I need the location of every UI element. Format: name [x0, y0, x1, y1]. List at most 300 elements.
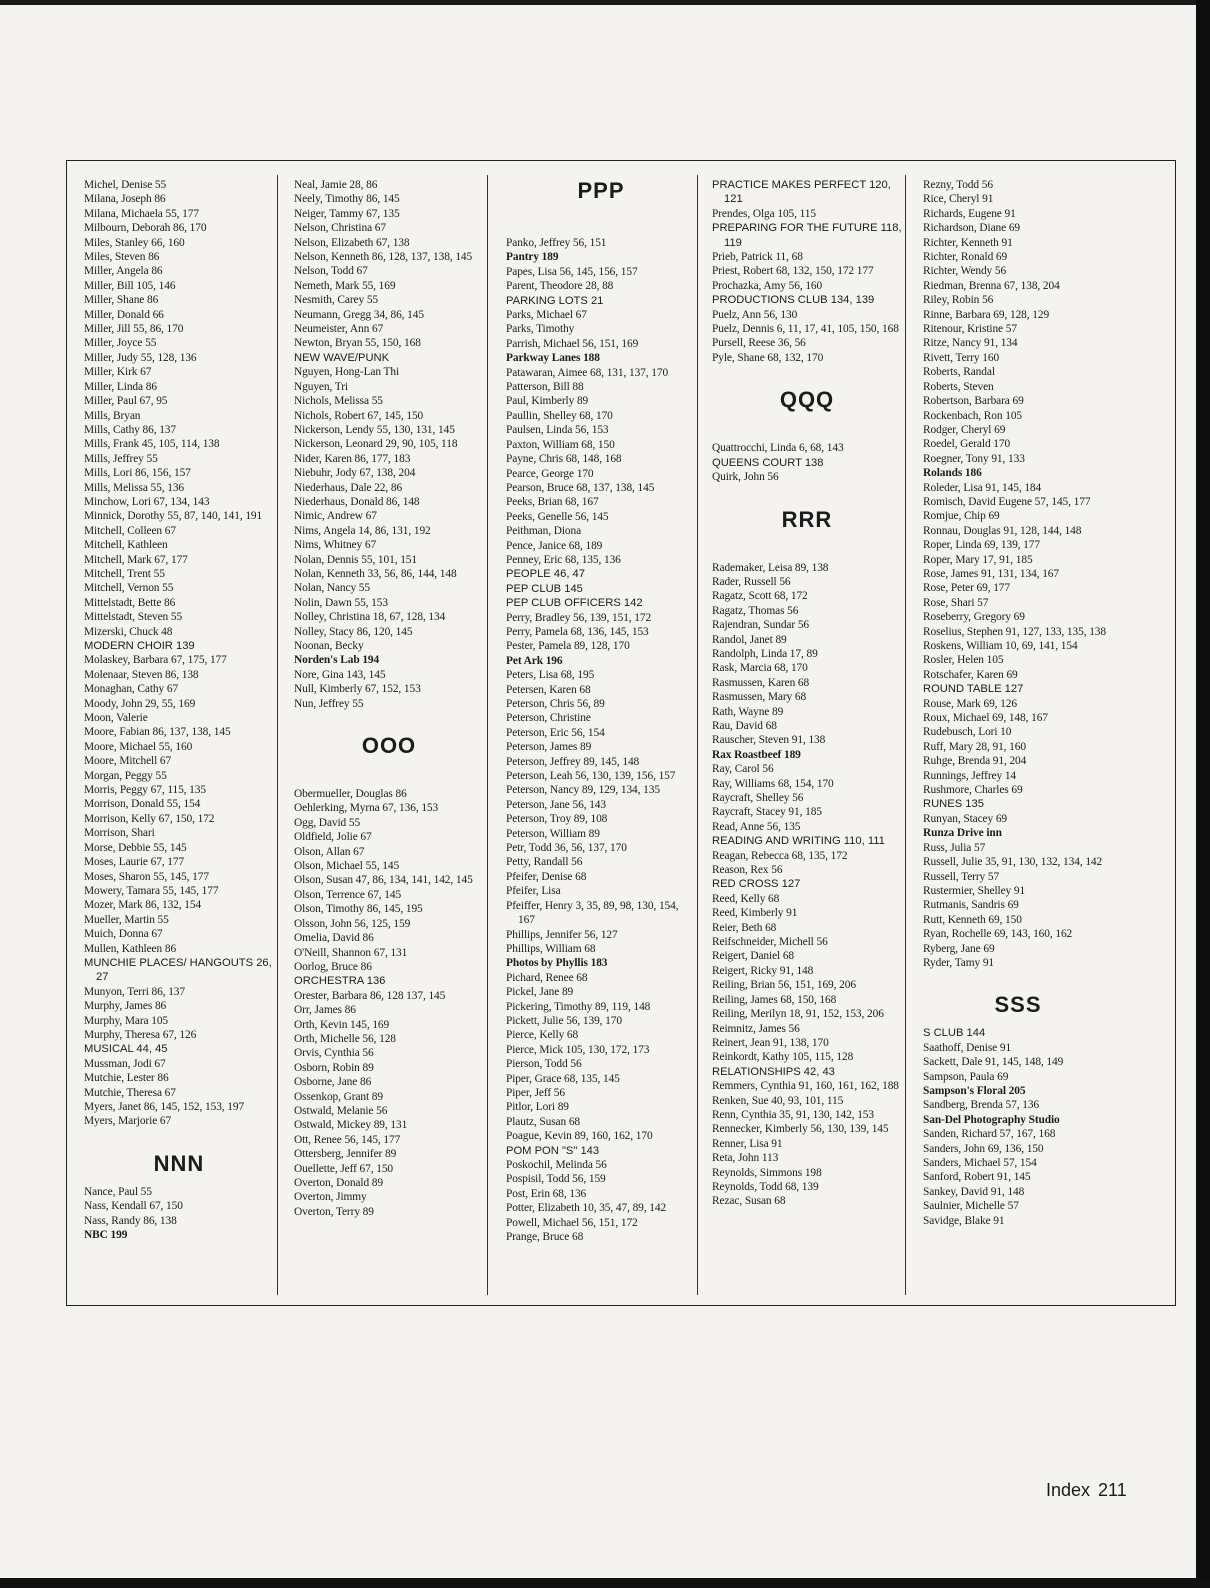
name-entry: Rustermier, Shelley 91: [923, 884, 1026, 897]
name-entry: Payne, Chris 68, 148, 168: [506, 453, 622, 466]
name-entry: Rice, Cheryl 91: [923, 193, 994, 206]
name-entry: Moody, John 29, 55, 169: [84, 697, 196, 710]
name-entry: Neumeister, Ann 67: [294, 323, 384, 336]
topic-entry: PRODUCTIONS CLUB 134, 139: [712, 294, 875, 307]
name-entry: Perry, Pamela 68, 136, 145, 153: [506, 625, 649, 638]
name-entry: O'Neill, Shannon 67, 131: [294, 946, 408, 959]
name-entry: Pfeiffer, Henry 3, 35, 89, 98, 130, 154, 167: [506, 899, 679, 927]
name-entry: Petr, Todd 36, 56, 137, 170: [506, 842, 627, 855]
name-entry: Phillips, Jennifer 56, 127: [506, 928, 618, 941]
name-entry: Nguyen, Hong-Lan Thi: [294, 366, 400, 379]
name-entry: Molaskey, Barbara 67, 175, 177: [84, 654, 227, 667]
name-entry: Munyon, Terri 86, 137: [84, 985, 185, 998]
name-entry: Nelson, Kenneth 86, 128, 137, 138, 145: [294, 251, 473, 264]
page-right-edge: [1196, 0, 1210, 1588]
name-entry: Nolan, Dennis 55, 101, 151: [294, 553, 418, 566]
name-entry: Nass, Randy 86, 138: [84, 1214, 177, 1227]
name-entry: Moon, Valerie: [84, 712, 148, 725]
name-entry: Miles, Steven 86: [84, 251, 160, 264]
name-entry: Olson, Terrence 67, 145: [294, 888, 402, 901]
name-entry: Peeks, Genelle 56, 145: [506, 510, 609, 523]
name-entry: Russell, Julie 35, 91, 130, 132, 134, 142: [923, 856, 1103, 869]
name-entry: Peithman, Diona: [506, 525, 582, 538]
name-entry: Parks, Timothy: [506, 323, 575, 336]
name-entry: Perry, Bradley 56, 139, 151, 172: [506, 611, 652, 624]
sponsor-entry: Rolands 186: [923, 467, 982, 480]
name-entry: Mitchell, Colleen 67: [84, 524, 176, 537]
name-entry: Prange, Bruce 68: [506, 1231, 584, 1244]
name-entry: Pierce, Kelly 68: [506, 1029, 579, 1042]
name-entry: Rennecker, Kimberly 56, 130, 139, 145: [712, 1123, 889, 1136]
name-entry: Oldfield, Jolie 67: [294, 831, 372, 844]
name-entry: Rasmussen, Karen 68: [712, 676, 810, 689]
name-entry: Roseberry, Gregory 69: [923, 611, 1025, 624]
name-entry: Nance, Paul 55: [84, 1185, 152, 1198]
name-entry: Pitlor, Lori 89: [506, 1101, 569, 1114]
name-entry: Renken, Sue 40, 93, 101, 115: [712, 1094, 844, 1107]
sponsor-entry: Photos by Phyllis 183: [506, 957, 608, 970]
name-entry: Pearce, George 170: [506, 467, 594, 480]
name-entry: Rotschafer, Karen 69: [923, 668, 1018, 681]
name-entry: Reigert, Ricky 91, 148: [712, 964, 814, 977]
name-entry: Peterson, Troy 89, 108: [506, 813, 608, 826]
name-entry: Quirk, John 56: [712, 471, 779, 484]
name-entry: Priest, Robert 68, 132, 150, 172 177: [712, 265, 874, 278]
name-entry: Rasmussen, Mary 68: [712, 691, 807, 704]
name-entry: Niederhaus, Donald 86, 148: [294, 495, 420, 508]
topic-entry: MUSICAL 44, 45: [84, 1043, 168, 1056]
section-spacer: [712, 485, 902, 505]
name-entry: Miller, Donald 66: [84, 308, 164, 321]
name-entry: Rinne, Barbara 69, 128, 129: [923, 308, 1050, 321]
section-spacer: [84, 1129, 274, 1149]
name-entry: Ostwald, Mickey 89, 131: [294, 1119, 408, 1132]
name-entry: Obermueller, Douglas 86: [294, 788, 407, 801]
name-entry: Mueller, Martin 55: [84, 913, 169, 926]
sponsor-entry: Sampson's Floral 205: [923, 1084, 1026, 1097]
name-entry: Peterson, Christine: [506, 712, 591, 725]
name-entry: Papes, Lisa 56, 145, 156, 157: [506, 265, 638, 278]
topic-entry: QUEENS COURT 138: [712, 456, 824, 469]
name-entry: Sampson, Paula 69: [923, 1070, 1009, 1083]
name-entry: Richter, Kenneth 91: [923, 236, 1013, 249]
name-entry: Saulnier, Michelle 57: [923, 1200, 1019, 1213]
name-entry: Riedman, Brenna 67, 138, 204: [923, 279, 1060, 292]
name-entry: Piper, Jeff 56: [506, 1086, 565, 1099]
column-divider: [487, 175, 488, 1295]
name-entry: Omelia, David 86: [294, 932, 374, 945]
name-entry: Roegner, Tony 91, 133: [923, 452, 1025, 465]
name-entry: Mizerski, Chuck 48: [84, 625, 173, 638]
name-entry: Richter, Ronald 69: [923, 251, 1008, 264]
name-entry: Ryan, Rochelle 69, 143, 160, 162: [923, 928, 1073, 941]
name-entry: Miller, Kirk 67: [84, 366, 152, 379]
name-entry: Rademaker, Leisa 89, 138: [712, 561, 829, 574]
name-entry: Murphy, Mara 105: [84, 1014, 169, 1027]
page-top-edge: [0, 0, 1210, 5]
name-entry: Miller, Bill 105, 146: [84, 279, 176, 292]
name-entry: Monaghan, Cathy 67: [84, 683, 179, 696]
name-entry: Mullen, Kathleen 86: [84, 942, 177, 955]
name-entry: Orth, Michelle 56, 128: [294, 1032, 396, 1045]
column-divider: [277, 175, 278, 1295]
topic-entry: RUNES 135: [923, 798, 984, 811]
sponsor-entry: Norden's Lab 194: [294, 654, 380, 667]
name-entry: Sandberg, Brenda 57, 136: [923, 1099, 1040, 1112]
topic-entry: PEP CLUB 145: [506, 582, 583, 595]
name-entry: Oorlog, Bruce 86: [294, 960, 372, 973]
name-entry: Renn, Cynthia 35, 91, 130, 142, 153: [712, 1108, 874, 1121]
name-entry: Ragatz, Thomas 56: [712, 604, 799, 617]
name-entry: Oehlerking, Myrna 67, 136, 153: [294, 802, 439, 815]
name-entry: Raycraft, Stacey 91, 185: [712, 806, 822, 819]
name-entry: Moore, Michael 55, 160: [84, 740, 193, 753]
name-entry: Miller, Linda 86: [84, 380, 157, 393]
name-entry: Overton, Donald 89: [294, 1177, 383, 1189]
section-spacer: [923, 970, 1113, 990]
name-entry: Paxton, William 68, 150: [506, 438, 615, 451]
index-column-3: [506, 178, 696, 1244]
index-column-1: [84, 178, 274, 1242]
name-entry: Ottersberg, Jennifer 89: [294, 1148, 397, 1161]
name-entry: Rose, James 91, 131, 134, 167: [923, 567, 1059, 580]
name-entry: Nelson, Elizabeth 67, 138: [294, 236, 410, 249]
name-entry: Nolley, Christina 18, 67, 128, 134: [294, 611, 446, 624]
name-entry: Nguyen, Tri: [294, 380, 348, 393]
name-entry: Roberts, Steven: [923, 380, 994, 393]
name-entry: Newton, Bryan 55, 150, 168: [294, 337, 421, 350]
name-entry: Pierson, Todd 56: [506, 1058, 582, 1071]
name-entry: Murphy, James 86: [84, 1000, 167, 1013]
name-entry: Orester, Barbara 86, 128 137, 145: [294, 989, 446, 1002]
topic-entry: ORCHESTRA 136: [294, 975, 386, 988]
name-entry: Olson, Timothy 86, 145, 195: [294, 903, 423, 916]
name-entry: Pickering, Timothy 89, 119, 148: [506, 1000, 651, 1013]
name-entry: Puelz, Dennis 6, 11, 17, 41, 105, 150, 168: [712, 323, 899, 336]
page-footer: [1046, 1480, 1135, 1501]
name-entry: Robertson, Barbara 69: [923, 395, 1024, 408]
name-entry: Remmers, Cynthia 91, 160, 161, 162, 188: [712, 1080, 899, 1093]
section-spacer: [294, 767, 484, 787]
name-entry: Rezac, Susan 68: [712, 1195, 786, 1208]
name-entry: Ogg, David 55: [294, 816, 361, 829]
name-entry: Powell, Michael 56, 151, 172: [506, 1216, 638, 1229]
name-entry: Sankey, David 91, 148: [923, 1185, 1025, 1198]
name-entry: Mitchell, Trent 55: [84, 567, 165, 580]
name-entry: Olsson, John 56, 125, 159: [294, 917, 411, 930]
name-entry: Nolin, Dawn 55, 153: [294, 596, 388, 609]
name-entry: Ostwald, Melanie 56: [294, 1104, 388, 1117]
name-entry: Ronnau, Douglas 91, 128, 144, 148: [923, 524, 1082, 537]
name-entry: Phillips, William 68: [506, 942, 596, 955]
name-entry: Sanden, Richard 57, 167, 168: [923, 1128, 1056, 1141]
name-entry: Michel, Denise 55: [84, 179, 167, 191]
name-entry: Olson, Michael 55, 145: [294, 860, 400, 873]
name-entry: Miller, Shane 86: [84, 294, 159, 307]
name-entry: Osborne, Jane 86: [294, 1076, 372, 1089]
name-entry: Parrish, Michael 56, 151, 169: [506, 337, 639, 350]
section-letter-heading: PPP: [577, 178, 625, 203]
name-entry: Nider, Karen 86, 177, 183: [294, 452, 411, 465]
name-entry: Reed, Kimberly 91: [712, 907, 798, 920]
name-entry: Rose, Shari 57: [923, 596, 989, 609]
name-entry: Rodger, Cheryl 69: [923, 423, 1006, 436]
name-entry: Mittelstadt, Steven 55: [84, 611, 183, 624]
name-entry: Nore, Gina 143, 145: [294, 668, 386, 681]
sponsor-entry: Rax Roastbeef 189: [712, 748, 801, 761]
name-entry: Roper, Mary 17, 91, 185: [923, 553, 1033, 566]
name-entry: Moore, Mitchell 67: [84, 755, 172, 768]
name-entry: Neely, Timothy 86, 145: [294, 193, 400, 206]
name-entry: Moses, Sharon 55, 145, 177: [84, 870, 209, 883]
name-entry: Sanford, Robert 91, 145: [923, 1171, 1031, 1184]
name-entry: Olson, Allan 67: [294, 845, 365, 858]
name-entry: Milana, Joseph 86: [84, 193, 166, 206]
name-entry: Renner, Lisa 91: [712, 1137, 783, 1150]
name-entry: Niederhaus, Dale 22, 86: [294, 481, 403, 494]
name-entry: Rau, David 68: [712, 719, 777, 732]
name-entry: Moore, Fabian 86, 137, 138, 145: [84, 726, 231, 739]
name-entry: Mittelstadt, Bette 86: [84, 596, 176, 609]
name-entry: Ritenour, Kristine 57: [923, 323, 1017, 336]
name-entry: Pearson, Bruce 68, 137, 138, 145: [506, 481, 655, 494]
name-entry: Reinkordt, Kathy 105, 115, 128: [712, 1051, 854, 1064]
name-entry: Mowery, Tamara 55, 145, 177: [84, 884, 219, 897]
name-entry: Nims, Whitney 67: [294, 539, 377, 552]
name-entry: Mitchell, Kathleen: [84, 539, 168, 552]
name-entry: Nimic, Andrew 67: [294, 510, 377, 523]
name-entry: Mills, Bryan: [84, 409, 141, 422]
name-entry: Mills, Cathy 86, 137: [84, 423, 176, 436]
index-column-4: [712, 178, 902, 1209]
name-entry: Neal, Jamie 28, 86: [294, 179, 378, 191]
column-divider: [697, 175, 698, 1295]
name-entry: Peterson, Chris 56, 89: [506, 698, 605, 710]
name-entry: Peterson, Nancy 89, 129, 134, 135: [506, 784, 660, 797]
name-entry: Randolph, Linda 17, 89: [712, 647, 818, 660]
name-entry: Roskens, William 10, 69, 141, 154: [923, 640, 1078, 652]
name-entry: Romjue, Chip 69: [923, 510, 1000, 523]
name-entry: Post, Erin 68, 136: [506, 1187, 587, 1200]
name-entry: Niebuhr, Jody 67, 138, 204: [294, 467, 416, 480]
name-entry: Mutchie, Lester 86: [84, 1072, 169, 1085]
name-entry: Null, Kimberly 67, 152, 153: [294, 683, 421, 696]
topic-entry: MODERN CHOIR 139: [84, 640, 195, 652]
sponsor-entry: Runza Drive inn: [923, 827, 1002, 840]
name-entry: Richardson, Diane 69: [923, 222, 1021, 235]
name-entry: Piper, Grace 68, 135, 145: [506, 1072, 620, 1085]
name-entry: Pyle, Shane 68, 132, 170: [712, 351, 824, 364]
name-entry: Potter, Elizabeth 10, 35, 47, 89, 142: [506, 1202, 667, 1215]
name-entry: Puelz, Ann 56, 130: [712, 308, 798, 321]
name-entry: Rader, Russell 56: [712, 575, 791, 588]
section-letter-heading: NNN: [153, 1150, 205, 1176]
column-divider: [905, 175, 906, 1295]
name-entry: Rudebusch, Lori 10: [923, 726, 1012, 739]
footer-label: Index: [1046, 1480, 1091, 1500]
name-entry: Ryder, Tamy 91: [923, 956, 995, 969]
name-entry: Reiling, James 68, 150, 168: [712, 993, 837, 1006]
name-entry: Mozer, Mark 86, 132, 154: [84, 899, 202, 912]
name-entry: Rivett, Terry 160: [923, 351, 1000, 364]
topic-entry: RED CROSS 127: [712, 878, 801, 891]
name-entry: Richter, Wendy 56: [923, 265, 1007, 278]
page-number: 211: [1098, 1480, 1127, 1500]
name-entry: Mitchell, Mark 67, 177: [84, 553, 188, 566]
name-entry: Reifschneider, Michell 56: [712, 936, 828, 949]
name-entry: Pfeifer, Lisa: [506, 885, 561, 898]
name-entry: Ray, Carol 56: [712, 763, 774, 776]
name-entry: Roper, Linda 69, 139, 177: [923, 539, 1040, 552]
name-entry: Olson, Susan 47, 86, 134, 141, 142, 145: [294, 874, 473, 887]
name-entry: Rouse, Mark 69, 126: [923, 697, 1017, 710]
name-entry: Pierce, Mick 105, 130, 172, 173: [506, 1043, 650, 1056]
name-entry: Quattrocchi, Linda 6, 68, 143: [712, 442, 844, 455]
name-entry: Morse, Debbie 55, 145: [84, 841, 187, 854]
name-entry: Reta, John 113: [712, 1152, 779, 1165]
name-entry: Roedel, Gerald 170: [923, 438, 1011, 451]
name-entry: Noonan, Becky: [294, 640, 364, 652]
name-entry: Orr, James 86: [294, 1004, 356, 1017]
name-entry: Nun, Jeffrey 55: [294, 697, 364, 710]
name-entry: Nass, Kendall 67, 150: [84, 1200, 183, 1213]
name-entry: Mills, Melissa 55, 136: [84, 481, 185, 494]
topic-entry: PREPARING FOR THE FUTURE 118, 119: [712, 222, 902, 249]
name-entry: Reed, Kelly 68: [712, 892, 780, 905]
name-entry: Peeks, Brian 68, 167: [506, 496, 599, 509]
name-entry: Morgan, Peggy 55: [84, 769, 167, 782]
name-entry: Mitchell, Vernon 55: [84, 582, 174, 595]
name-entry: Ossenkop, Grant 89: [294, 1090, 383, 1103]
name-entry: Orth, Kevin 145, 169: [294, 1018, 390, 1031]
name-entry: Minnick, Dorothy 55, 87, 140, 141, 191: [84, 510, 263, 523]
sponsor-entry: Parkway Lanes 188: [506, 352, 600, 365]
name-entry: Richards, Eugene 91: [923, 207, 1016, 220]
name-entry: Sackett, Dale 91, 145, 148, 149: [923, 1056, 1064, 1069]
topic-entry: PEOPLE 46, 47: [506, 568, 585, 581]
name-entry: Pursell, Reese 36, 56: [712, 337, 806, 350]
name-entry: Miller, Jill 55, 86, 170: [84, 323, 184, 336]
name-entry: Reagan, Rebecca 68, 135, 172: [712, 849, 848, 862]
name-entry: Roux, Michael 69, 148, 167: [923, 712, 1048, 725]
index-column-5: [923, 178, 1113, 1228]
section-spacer: [712, 541, 902, 561]
name-entry: Morrison, Shari: [84, 827, 155, 840]
section-spacer: [294, 711, 484, 731]
name-entry: Reimnitz, James 56: [712, 1022, 800, 1035]
name-entry: Paulsen, Linda 56, 153: [506, 424, 609, 437]
page-bottom-edge: [0, 1578, 1210, 1588]
name-entry: Milbourn, Deborah 86, 170: [84, 222, 207, 235]
name-entry: Reiling, Merilyn 18, 91, 152, 153, 206: [712, 1008, 884, 1021]
name-entry: Saathoff, Denise 91: [923, 1041, 1012, 1054]
name-entry: Murphy, Theresa 67, 126: [84, 1028, 197, 1041]
name-entry: Randol, Janet 89: [712, 633, 787, 646]
name-entry: Mussman, Jodi 67: [84, 1057, 166, 1070]
name-entry: Mutchie, Theresa 67: [84, 1086, 176, 1099]
name-entry: Nims, Angela 14, 86, 131, 192: [294, 524, 431, 537]
name-entry: Ott, Renee 56, 145, 177: [294, 1133, 401, 1146]
name-entry: Paullin, Shelley 68, 170: [506, 409, 613, 422]
name-entry: Nichols, Robert 67, 145, 150: [294, 409, 424, 422]
name-entry: Myers, Marjorie 67: [84, 1115, 172, 1128]
name-entry: Miller, Judy 55, 128, 136: [84, 351, 197, 364]
name-entry: Ragatz, Scott 68, 172: [712, 590, 808, 603]
name-entry: Peterson, Leah 56, 130, 139, 156, 157: [506, 770, 676, 783]
name-entry: Runyan, Stacey 69: [923, 812, 1008, 825]
name-entry: Rose, Peter 69, 177: [923, 582, 1011, 595]
name-entry: Nemeth, Mark 55, 169: [294, 279, 396, 292]
name-entry: Rushmore, Charles 69: [923, 784, 1023, 797]
name-entry: Rath, Wayne 89: [712, 705, 784, 718]
name-entry: Poskochil, Melinda 56: [506, 1159, 607, 1171]
section-letter-heading: QQQ: [779, 387, 835, 413]
name-entry: Nelson, Todd 67: [294, 265, 368, 278]
name-entry: Reiling, Brian 56, 151, 169, 206: [712, 979, 856, 992]
name-entry: Peterson, Jeffrey 89, 145, 148: [506, 755, 640, 768]
topic-entry: PARKING LOTS 21: [506, 294, 604, 307]
section-spacer: [712, 365, 902, 385]
name-entry: Prieb, Patrick 11, 68: [712, 251, 803, 264]
name-entry: Savidge, Blake 91: [923, 1214, 1005, 1227]
name-entry: Romisch, David Eugene 57, 145, 177: [923, 495, 1091, 508]
name-entry: Miller, Joyce 55: [84, 337, 157, 350]
name-entry: Peterson, William 89: [506, 827, 600, 840]
name-entry: Sanders, John 69, 136, 150: [923, 1142, 1044, 1155]
name-entry: Rutt, Kenneth 69, 150: [923, 913, 1022, 926]
name-entry: Patawaran, Aimee 68, 131, 137, 170: [506, 366, 669, 379]
name-entry: Peterson, Eric 56, 154: [506, 726, 605, 739]
name-entry: Morris, Peggy 67, 115, 135: [84, 784, 206, 797]
name-entry: Pickel, Jane 89: [506, 986, 574, 999]
name-entry: Russell, Terry 57: [923, 870, 1000, 883]
name-entry: Rosler, Helen 105: [923, 654, 1004, 667]
name-entry: Neiger, Tammy 67, 135: [294, 207, 400, 220]
name-entry: Parks, Michael 67: [506, 309, 587, 322]
name-entry: Plautz, Susan 68: [506, 1115, 581, 1128]
name-entry: Peters, Lisa 68, 195: [506, 669, 595, 682]
name-entry: Reynolds, Simmons 198: [712, 1166, 822, 1179]
name-entry: Morrison, Kelly 67, 150, 172: [84, 812, 215, 825]
topic-entry: MUNCHIE PLACES/ HANGOUTS 26, 27: [84, 956, 272, 984]
sponsor-entry: San-Del Photography Studio: [923, 1113, 1060, 1126]
name-entry: Petty, Randall 56: [506, 856, 583, 869]
name-entry: Moses, Laurie 67, 177: [84, 856, 185, 869]
name-entry: Roselius, Stephen 91, 127, 133, 135, 138: [923, 625, 1106, 638]
name-entry: Muich, Donna 67: [84, 928, 163, 941]
index-column-2: [294, 178, 484, 1219]
name-entry: Nichols, Melissa 55: [294, 395, 383, 408]
name-entry: Osborn, Robin 89: [294, 1061, 374, 1074]
name-entry: Russ, Julia 57: [923, 841, 986, 854]
name-entry: Ruff, Mary 28, 91, 160: [923, 740, 1026, 753]
name-entry: Runnings, Jeffrey 14: [923, 769, 1017, 782]
name-entry: Pickett, Julie 56, 139, 170: [506, 1014, 622, 1027]
sponsor-entry: NBC 199: [84, 1229, 128, 1242]
name-entry: Peterson, James 89: [506, 741, 592, 754]
name-entry: Reynolds, Todd 68, 139: [712, 1180, 819, 1193]
name-entry: Myers, Janet 86, 145, 152, 153, 197: [84, 1101, 245, 1113]
topic-entry: RELATIONSHIPS 42, 43: [712, 1065, 835, 1078]
name-entry: Reinert, Jean 91, 138, 170: [712, 1036, 829, 1049]
name-entry: Miller, Paul 67, 95: [84, 395, 168, 408]
name-entry: Nolan, Nancy 55: [294, 582, 370, 595]
name-entry: Nesmith, Carey 55: [294, 294, 379, 307]
section-letter-heading: OOO: [361, 733, 417, 759]
name-entry: Rask, Marcia 68, 170: [712, 662, 808, 675]
name-entry: Orvis, Cynthia 56: [294, 1047, 374, 1060]
topic-entry: ROUND TABLE 127: [923, 683, 1024, 696]
